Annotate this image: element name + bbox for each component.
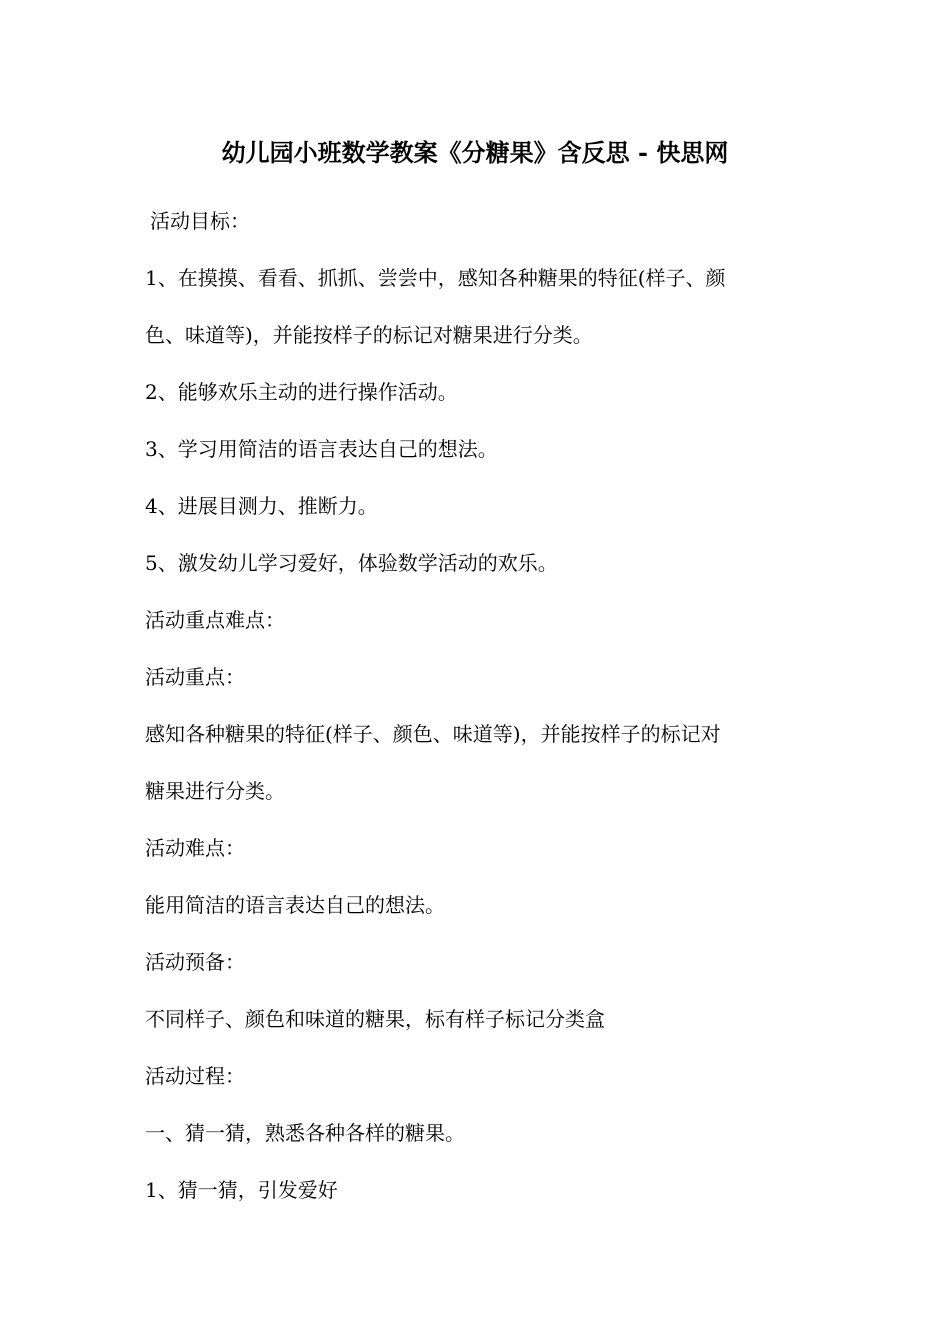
- goal-1-line-1: 1、在摸摸、看看、抓抓、尝尝中，感知各种糖果的特征(样子、颜: [145, 266, 726, 290]
- goal-2: 2、能够欢乐主动的进行操作活动。: [145, 380, 458, 404]
- document-title: 幼儿园小班数学教案《分糖果》含反思 - 快思网: [221, 138, 729, 167]
- preparation-text: 不同样子、颜色和味道的糖果，标有样子标记分类盒: [145, 1007, 605, 1031]
- heading-activity-goals: 活动目标：: [150, 209, 250, 233]
- key-point-line-2: 糖果进行分类。: [145, 779, 285, 803]
- goal-5: 5、激发幼儿学习爱好，体验数学活动的欢乐。: [145, 551, 558, 575]
- heading-process: 活动过程：: [145, 1064, 245, 1088]
- heading-key-point: 活动重点：: [145, 665, 245, 689]
- process-step-1: 一、猜一猜，熟悉各种各样的糖果。: [145, 1121, 465, 1145]
- heading-preparation: 活动预备：: [145, 950, 245, 974]
- difficult-point-text: 能用简洁的语言表达自己的想法。: [145, 893, 445, 917]
- goal-1-line-2: 色、味道等)，并能按样子的标记对糖果进行分类。: [145, 323, 593, 347]
- goal-4: 4、进展目测力、推断力。: [145, 494, 378, 518]
- process-step-1-1: 1、猜一猜，引发爱好: [145, 1178, 338, 1202]
- heading-difficult-point: 活动难点：: [145, 836, 245, 860]
- heading-key-difficult-points: 活动重点难点：: [145, 608, 285, 632]
- goal-3: 3、学习用简洁的语言表达自己的想法。: [145, 437, 498, 461]
- key-point-line-1: 感知各种糖果的特征(样子、颜色、味道等)，并能按样子的标记对: [145, 722, 721, 746]
